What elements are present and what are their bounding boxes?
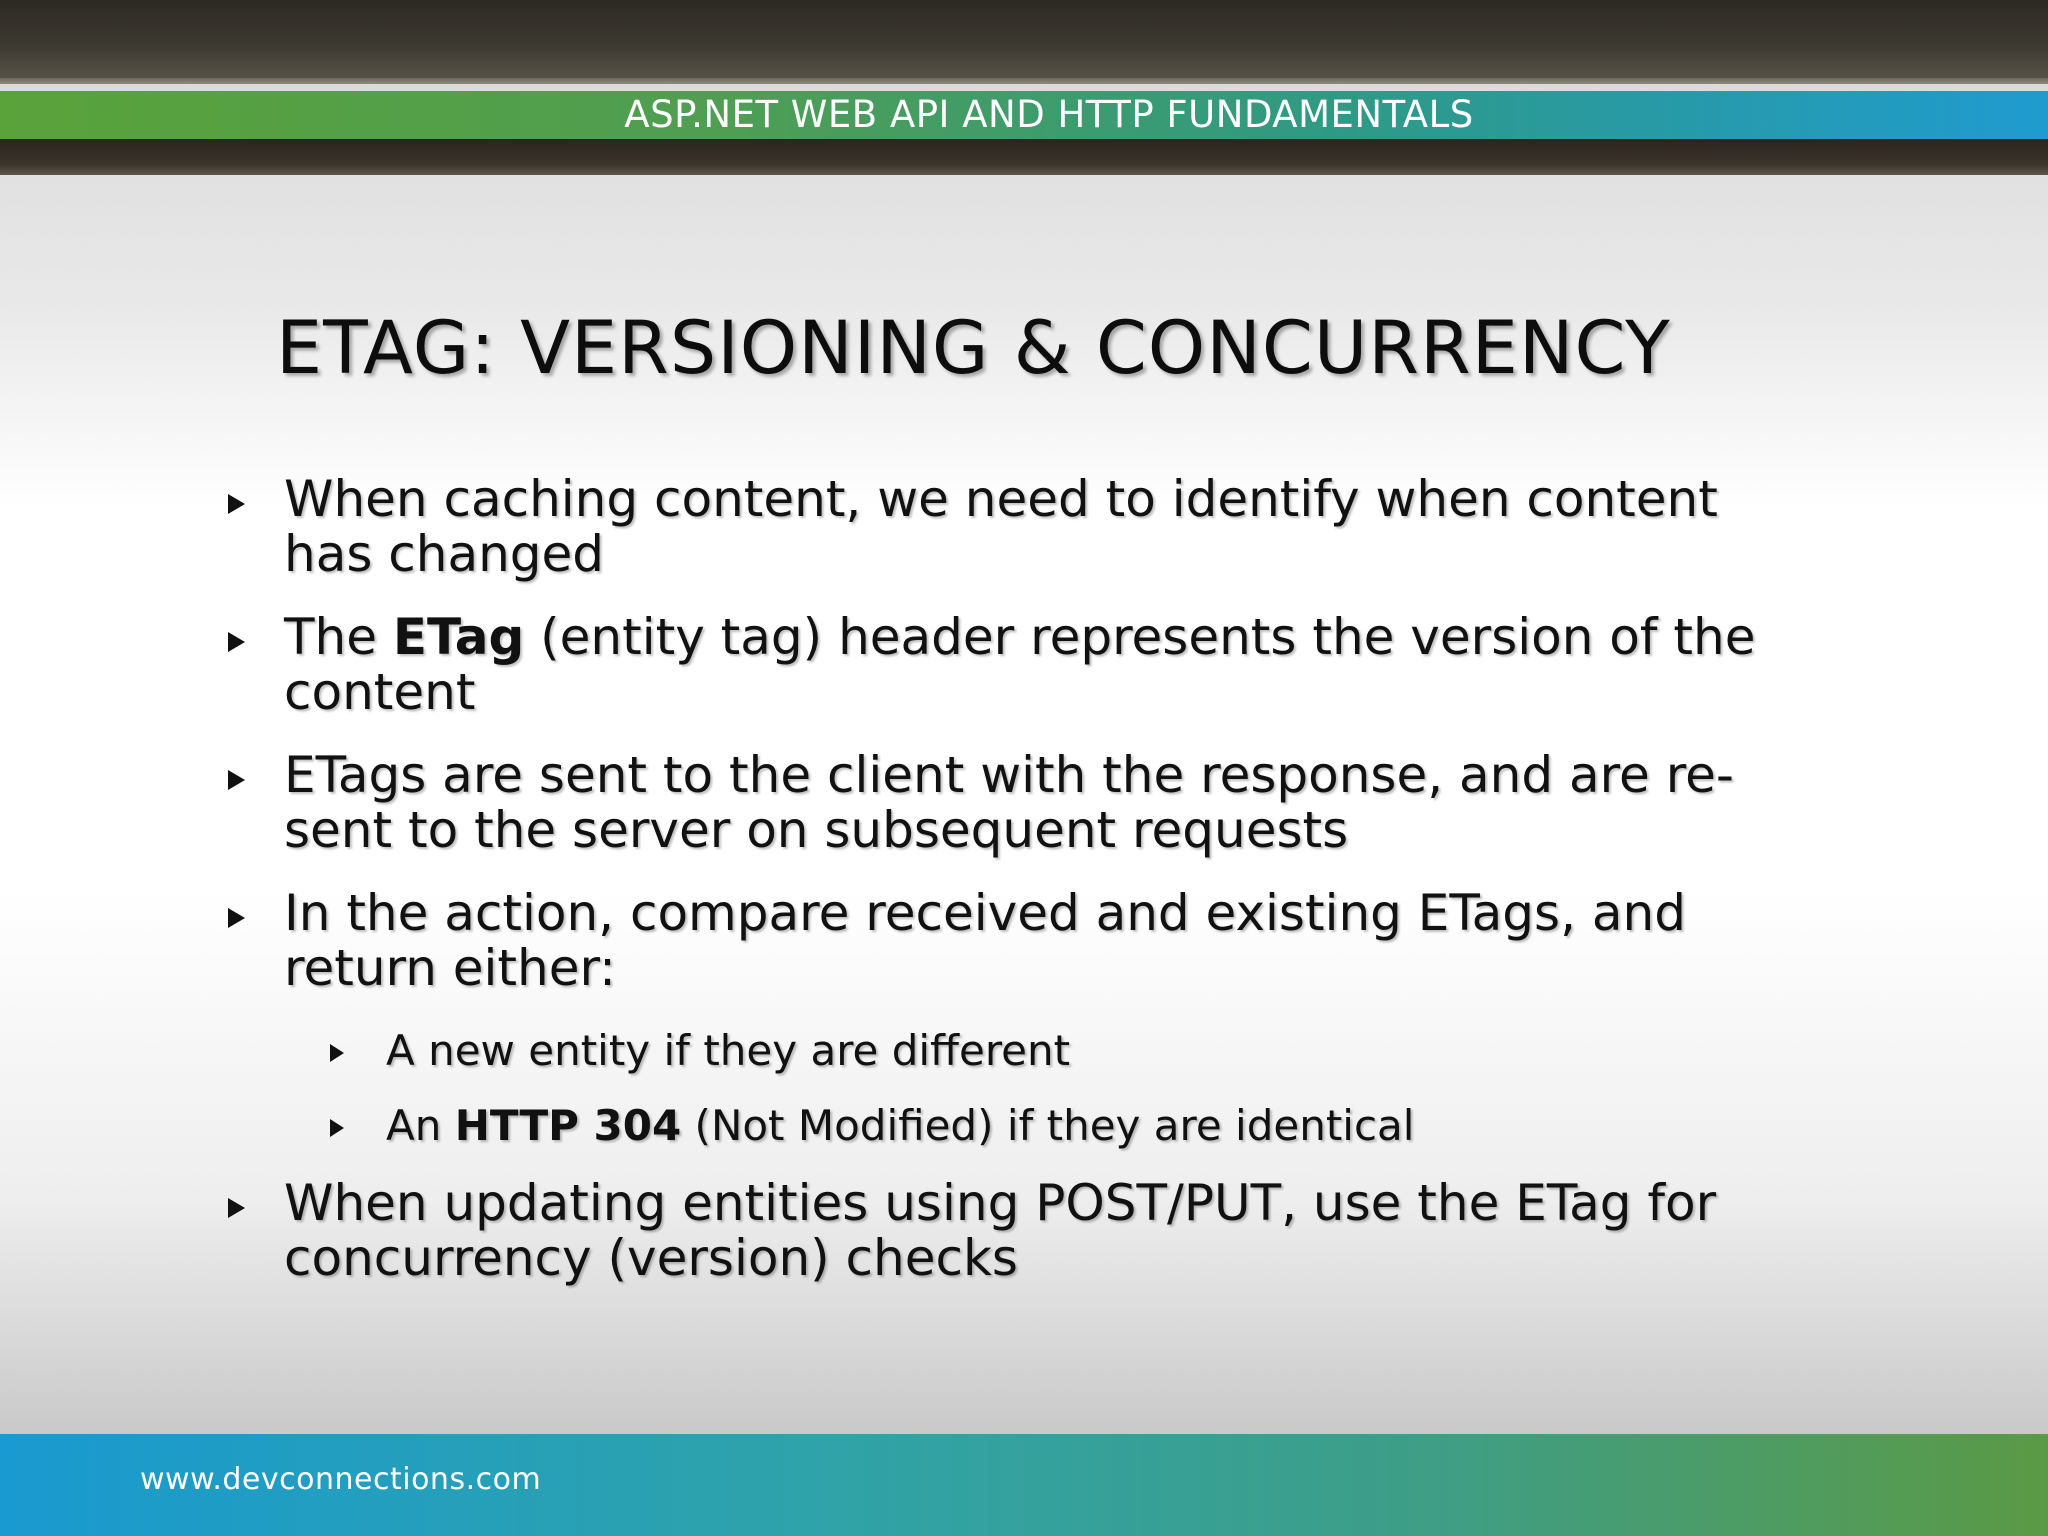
sub-bullet-item — [326, 1026, 1804, 1076]
header-dark-band — [0, 0, 2048, 84]
course-title: ASP.NET WEB API AND HTTP FUNDAMENTALS — [624, 93, 1474, 136]
bullet-text-post: (entity tag) header represents the version of the content — [284, 608, 1756, 721]
sub-bullet-text-pre: An — [386, 1101, 455, 1150]
bullet-text: When updating entities using POST/PUT, use the ETag for concurrency (version) checks — [284, 1174, 1717, 1287]
bullet-text-bold: ETag — [392, 608, 525, 666]
bullet-text: ETags are sent to the client with the response, and are re-sent to the server on subsequent requests — [284, 746, 1734, 859]
bullet-item — [224, 748, 1804, 858]
bullet-text: In the action, compare received and existing ETags, and return either: — [284, 884, 1686, 997]
bullet-item — [224, 1176, 1804, 1286]
bullet-arrow-icon — [330, 1119, 344, 1137]
bullet-arrow-icon — [228, 632, 245, 652]
bullet-list — [224, 472, 1804, 1314]
slide-title: ETAG: VERSIONING & CONCURRENCY — [276, 306, 1671, 391]
bullet-arrow-icon — [228, 494, 245, 514]
bullet-arrow-icon — [228, 770, 245, 790]
bullet-text-pre: The — [284, 608, 393, 666]
bullet-text: When caching content, we need to identify when content has changed — [284, 470, 1718, 583]
bullet-item — [224, 610, 1804, 720]
sub-bullet-text: A new entity if they are different — [386, 1026, 1071, 1075]
bullet-arrow-icon — [228, 1198, 245, 1218]
bullet-arrow-icon — [228, 908, 245, 928]
bullet-arrow-icon — [330, 1044, 344, 1062]
sub-bullet-text-post: (Not Modified) if they are identical — [681, 1101, 1415, 1150]
bullet-item — [224, 472, 1804, 582]
footer-url: www.devconnections.com — [140, 1462, 542, 1497]
sub-bullet-text-bold: HTTP 304 — [454, 1101, 682, 1150]
header-lower-band — [0, 139, 2048, 175]
bullet-item — [224, 886, 1804, 996]
sub-bullet-item — [326, 1101, 1804, 1151]
